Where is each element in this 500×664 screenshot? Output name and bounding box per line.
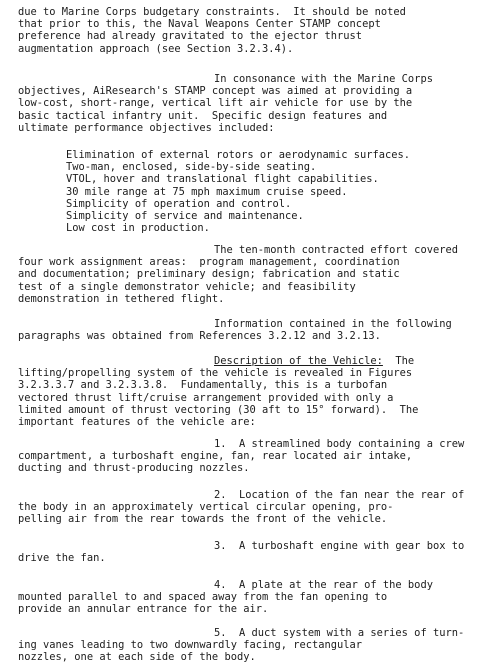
- text-line: objectives, AiResearch's STAMP concept was aimed at providing a: [18, 85, 413, 98]
- references-paragraph: [18, 318, 490, 342]
- text-line: The ten-month contracted effort covered: [214, 244, 458, 256]
- text-line: In consonance with the Marine Corps: [214, 73, 433, 85]
- heading-tail: The: [382, 355, 415, 367]
- text-line: augmentation approach (see Section 3.2.3.4).: [18, 42, 294, 55]
- section-heading: Description of the Vehicle:: [214, 355, 383, 367]
- feature-item-5: [18, 627, 490, 664]
- text-line: due to Marine Corps budgetary constraints. It should be noted: [18, 6, 406, 18]
- text-line: basic tactical infantry unit. Specific design features and: [18, 109, 388, 122]
- text-line: ducting and thrust-producing nozzles.: [18, 462, 250, 475]
- text-line: important features of the vehicle are:: [18, 416, 256, 429]
- contract-paragraph: [18, 244, 490, 305]
- list-item: Elimination of external rotors or aerodynamic surfaces.: [66, 149, 411, 161]
- text-line: the body in an approximately vertical circular opening, pro-: [18, 501, 394, 514]
- list-item: VTOL, hover and translational flight capabilities.: [66, 173, 379, 186]
- list-item: Simplicity of operation and control.: [66, 197, 292, 210]
- text-line: Information contained in the following: [214, 318, 452, 330]
- text-line: 3. A turboshaft engine with gear box to: [214, 540, 465, 552]
- text-line: compartment, a turboshaft engine, fan, rear located air intake,: [18, 450, 413, 463]
- vehicle-description-paragraph: [18, 355, 490, 428]
- text-line: preference had already gravitated to the ejector thrust: [18, 30, 363, 43]
- objectives-paragraph: [18, 73, 490, 134]
- text-line: nozzles, one at each side of the body.: [18, 651, 256, 664]
- design-features-list: [66, 149, 486, 234]
- text-line: 5. A duct system with a series of turn-: [214, 627, 465, 639]
- text-line: mounted parallel to and spaced away from the fan opening to: [18, 591, 388, 604]
- list-item: 30 mile range at 75 mph maximum cruise speed.: [66, 185, 348, 198]
- text-line: pelling air from the rear towards the front of the vehicle.: [18, 513, 388, 526]
- text-line: that prior to this, the Naval Weapons Center STAMP concept: [18, 18, 381, 31]
- text-line: ultimate performance objectives included:: [18, 121, 275, 134]
- text-line: lifting/propelling system of the vehicle is revealed in Figures: [18, 367, 413, 380]
- text-line: [18, 355, 490, 367]
- text-line: low-cost, short-range, vertical lift air vehicle for use by the: [18, 97, 413, 110]
- text-line: provide an annular entrance for the air.: [18, 603, 269, 616]
- text-line: vectored thrust lift/cruise arrangement provided with only a: [18, 391, 394, 404]
- text-line: 3.2.3.3.7 and 3.2.3.3.8. Fundamentally, this is a turbofan: [18, 379, 388, 392]
- text-line: 2. Location of the fan near the rear of: [214, 489, 465, 501]
- list-item: Low cost in production.: [66, 222, 210, 235]
- list-item: Two-man, enclosed, side-by-side seating.: [66, 161, 317, 174]
- text-line: test of a single demonstrator vehicle; and feasibility: [18, 280, 356, 293]
- text-line: drive the fan.: [18, 552, 106, 565]
- text-line: 4. A plate at the rear of the body: [214, 579, 433, 591]
- text-line: ing vanes leading to two downwardly facing, rectangular: [18, 639, 363, 652]
- text-line: four work assignment areas: program management, coordination: [18, 256, 400, 269]
- text-line: demonstration in tethered flight.: [18, 292, 225, 305]
- text-line: and documentation; preliminary design; fabrication and static: [18, 268, 400, 281]
- feature-item-3: [18, 540, 490, 564]
- text-line: limited amount of thrust vectoring (30 aft to 15° forward). The: [18, 403, 419, 416]
- text-line: paragraphs was obtained from References 3.2.12 and 3.2.13.: [18, 330, 381, 343]
- feature-item-1: [18, 438, 490, 475]
- text-line: 1. A streamlined body containing a crew: [214, 438, 465, 450]
- list-item: Simplicity of service and maintenance.: [66, 210, 304, 223]
- intro-paragraph: [18, 6, 490, 55]
- feature-item-4: [18, 579, 490, 616]
- feature-item-2: [18, 489, 490, 526]
